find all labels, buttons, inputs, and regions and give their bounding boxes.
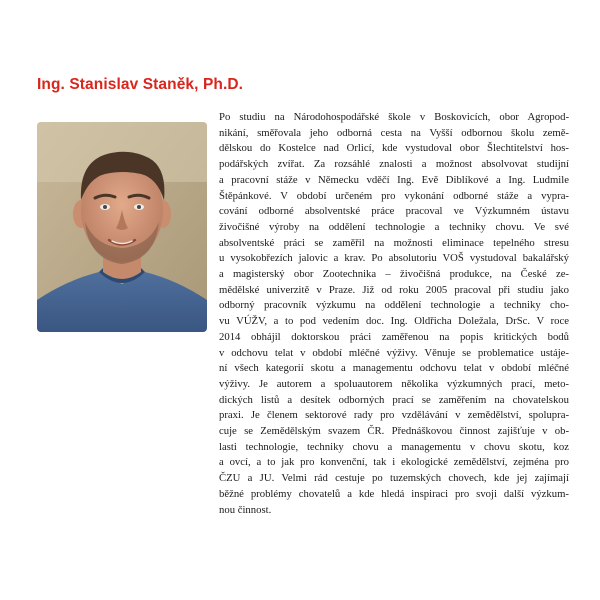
biography-line: dělskou do Kostelce nad Orlicí, kde vystudoval obor Šlechtitelství hos- — [219, 142, 569, 155]
portrait-illustration — [37, 122, 207, 332]
person-name-heading: Ing. Stanislav Staněk, Ph.D. — [37, 76, 244, 93]
biography-line: nou činnost. — [219, 503, 272, 516]
biography-text — [219, 110, 569, 518]
biography-line: u vysokobřezích jalovic a krav. Po absolutoriu VOŠ vystudoval bakalářský — [219, 252, 569, 265]
biography-line: cování odborné absolventské práce pracoval ve Výzkumném ústavu — [219, 205, 569, 218]
biography-line: Po studiu na Národohospodářské škole v Boskovicích, obor Agropod- — [219, 111, 569, 123]
biography-line: cuje se Zemědělským svazem ČR. Přednáškovou činnost zajišťuje v ob- — [219, 425, 569, 438]
biography-line: absolventské práci se zaměřil na možnosti eliminace tepelného stresu — [219, 236, 569, 249]
biography-line: praxi. Je členem sektorové rady pro vzdělávání v zemědělství, spolupra- — [219, 409, 569, 422]
biography-line: dických listů a desítek odborných prací se zaměřením na chovatelskou — [219, 393, 569, 406]
biography-line: nikání, směřovala jeho odborná cesta na Vyšší odbornou školu země- — [219, 126, 569, 139]
biography-line: ní všech kategorií skotu a managementu odchovu telat v období mléčné — [219, 362, 569, 375]
biography-line: vu VÚŽV, a to pod vedením doc. Ing. Oldřicha Doležala, DrSc. V roce — [219, 315, 569, 328]
biography-line: běžné problémy chovatelů a kde hledá inspiraci pro svoji další výzkum- — [219, 487, 569, 500]
biography-line: mědělské univerzitě v Praze. Již od roku 2005 pracoval při studiu jako — [219, 283, 569, 296]
biography-line: a pracovní stáže v Německu vděčí Ing. Evě Diblíkové a Ing. Ludmile — [219, 173, 569, 186]
biography-line: v odchovu telat v období mléčné výživy. Věnuje se problematice ustáje- — [219, 346, 569, 359]
biography-line: a ovcí, a to jak pro konvenční, tak i ekologické zemědělství, zejména pro — [219, 456, 569, 469]
biography-line: živočišné výroby na oddělení technologie a techniky chovu. Ve své — [219, 220, 569, 233]
biography-line: ČZU a JU. Velmi rád cestuje po tuzemských chovech, kde jej zajímají — [219, 472, 569, 485]
biography-line: 2014 obhájil doktorskou práci zaměřenou na popis kritických bodů — [219, 330, 569, 343]
biography-line: podářských zvířat. Za rozsáhlé znalosti a možnost absolvovat studijní — [219, 158, 569, 171]
biography-line: lasti technologie, techniky chovu a managementu v chovu skotu, koz — [219, 440, 569, 453]
biography-line: odborný pracovník výzkumu na oddělení technologie a techniky cho- — [219, 299, 569, 312]
portrait-photo — [37, 122, 207, 332]
biography-line: Štěpánkové. V období určeném pro vykonání odborné stáže a vypra- — [219, 189, 569, 202]
biography-line: a magisterský obor Zootechnika – živočišná produkce, na České ze- — [219, 268, 569, 281]
biography-line: výživy. Je autorem a spoluautorem několika výzkumných prací, meto- — [219, 377, 569, 390]
